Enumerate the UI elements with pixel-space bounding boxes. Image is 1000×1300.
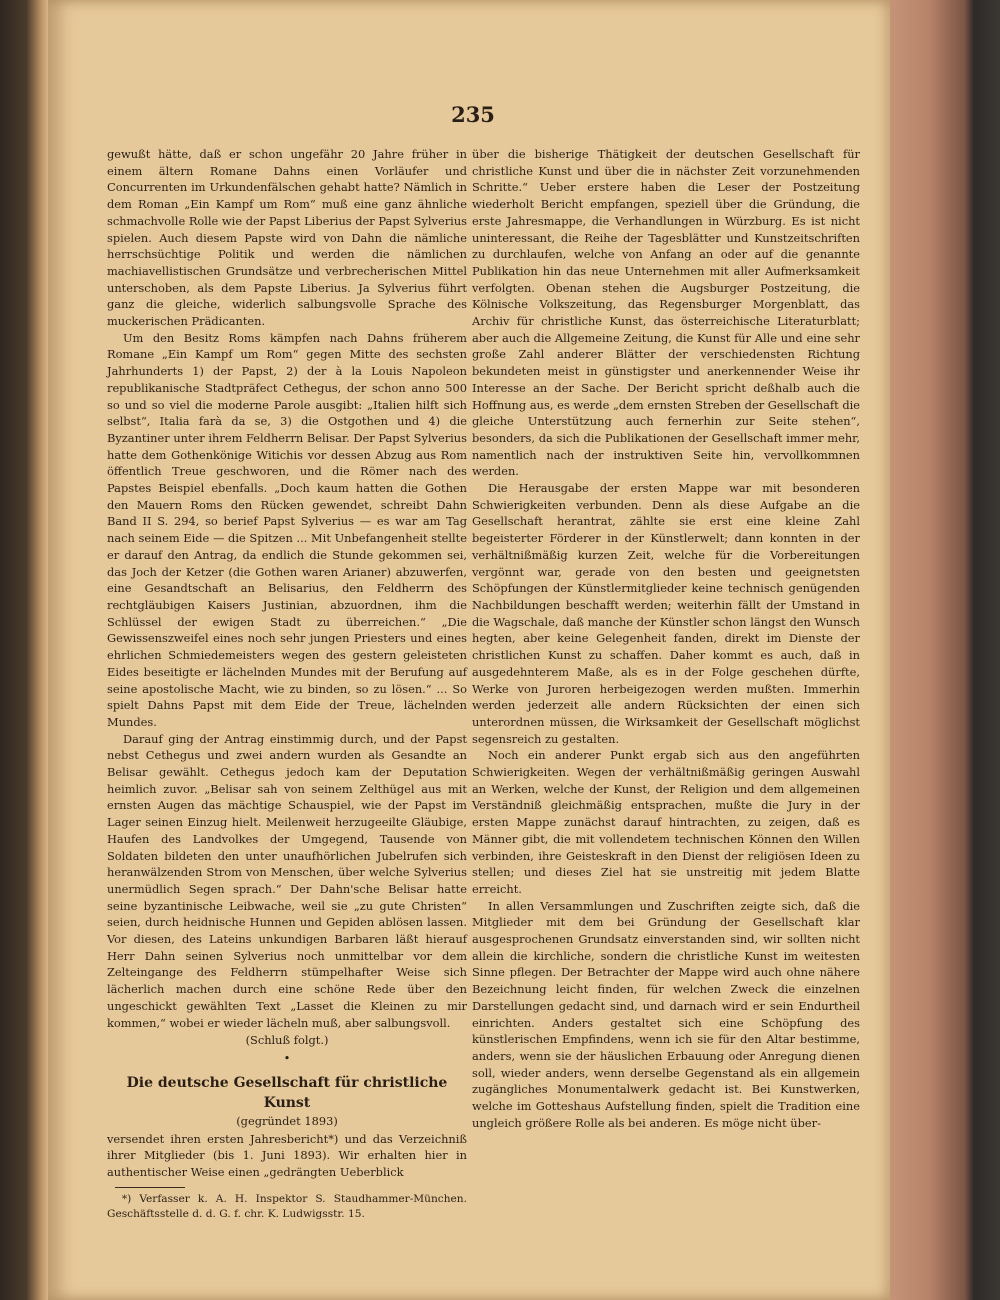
footnote: *) Verfasser k. A. H. Inspektor S. Staudhammer-München. Geschäftsstelle d. d. G. f. chr. K. Ludwigsstr. 15. bbox=[107, 1192, 467, 1220]
section-paragraph: versendet ihren ersten Jahresbericht*) und das Verzeichniß ihrer Mitglieder (bis 1. Juni 1893). Wir erhalten hier in authentischer Weise einen „gedrängten Ueberblick bbox=[107, 1131, 467, 1180]
left-paragraph-1: gewußt hätte, daß er schon ungefähr 20 Jahre früher in einem ältern Romane Dahns einen Vorläufer und Concurrenten im Urkundenfälschen gehabt hatte? Nämlich in dem Roman „Ein Kampf um Rom“ muß eine ganz ähnliche schmachvolle Rolle wie der Papst Liberius der Papst Sylverius spielen. Auch diesem Papste wird von Dahn die nämliche herrschsüchtige Politik und werden die nämlichen machiavellistischen Grundsätze und verbrecherischen Mittel unterschoben, als dem Papste Liberius. Ja Sylverius führt ganz die gleiche, widerlich salbungsvolle Sprache des muckerischen Prädicanten. bbox=[107, 147, 467, 329]
divider-dot: • bbox=[283, 1050, 291, 1065]
to-be-continued-note: (Schluß folgt.) bbox=[245, 1033, 329, 1048]
right-paragraph-2: Die Herausgabe der ersten Mappe war mit besonderen Schwierigkeiten verbunden. Denn als diese Aufgabe an die Gesellschaft herantrat, zählte sie erst eine kleine Zahl begeisterter Förderer in der Künstlerwelt; dann konnten in der verhältnißmäßig kurzen Zeit, welche für die Vorbereitungen vergönnt war, gerade von den besten und geeignetsten Schöpfungen der Künstlermitglieder keine technisch genügenden Nachbildungen beschafft werden; weiterhin fällt der Umstand in die Wagschale, daß manche der Künstler schon längst den Wunsch hegten, aber keine Gelegenheit fanden, direkt im Dienste der christlichen Kunst zu schaffen. Daher kommt es auch, daß in ausgedehnterem Maße, als es in der Folge geschehen dürfte, Werke von Juroren herbeigezogen werden mußten. Immerhin werden jederzeit alle andern Rücksichten der einen sich unterordnen müssen, die Wirksamkeit der Gesellschaft möglichst segensreich zu gestalten. bbox=[472, 481, 860, 746]
book-binding-right bbox=[882, 0, 1000, 1300]
right-paragraph-4: In allen Versammlungen und Zuschriften zeigte sich, daß die Mitglieder mit dem bei Gründung der Gesellschaft klar ausgesprochenen Grundsatz einverstanden sind, wir sollten nicht allein die kirchliche, sondern die christliche Kunst im weitesten Sinne pflegen. Der Betrachter der Mappe wird auch ohne nähere Bezeichnung leicht finden, für welchen Zweck die einzelnen Darstellungen gedacht sind, und darnach wird er sein Endurtheil einrichten. Anders gestaltet sich eine Schöpfung des künstlerischen Empfindens, wenn ich sie für den Altar bestimme, anders, wenn sie der häuslichen Erbauung oder Anregung dienen soll, wieder anders, wenn derselbe Gegenstand als ein allgemein zugängliches Monumentalwerk gedacht ist. Bei Kunstwerken, welche im Gotteshaus Aufstellung finden, spielt die Tradition eine ungleich größere Rolle als bei anderen. Es möge nicht über- bbox=[472, 898, 860, 1130]
book-binding-left bbox=[0, 0, 48, 1300]
page-number: 235 bbox=[451, 102, 495, 127]
footnote-rule bbox=[115, 1187, 185, 1188]
section-founded-note: (gegründet 1893) bbox=[236, 1113, 338, 1128]
left-paragraph-2: Um den Besitz Roms kämpfen nach Dahns früherem Romane „Ein Kampf um Rom“ gegen Mitte des sechsten Jahrhunderts 1) der Papst, 2) der à la Louis Napoleon republikanische Stadtpräfect Cethegus, der schon anno 500 so und so viel die moderne Parole ausgibt: „Italien hilft sich selbst“, Italia farà da se, 3) die Ostgothen und 4) die Byzantiner unter ihrem Feldherrn Belisar. Der Papst Sylverius hatte dem Gothenkönige Witichis vor dessen Abzug aus Rom öffentlich Treue geschworen, und die Römer nach des Papstes Beispiel ebenfalls. „Doch kaum hatten die Gothen den Mauern Roms den Rücken gewendet, schreibt Dahn Band II S. 294, so berief Papst Sylverius — es war am Tag nach seinem Eide — die Spitzen ... Mit Unbefangenheit stellte er darauf den Antrag, da endlich die Stunde gekommen sei, das Joch der Ketzer (die Gothen waren Arianer) abzuwerfen, eine Gesandtschaft an Belisarius, den Feldherrn des rechtgläubigen Kaisers Justinian, abzuordnen, ihm die Schlüssel der ewigen Stadt zu überreichen.“ „Die Gewissenszweifel eines noch sehr jungen Priesters und eines ehrlichen Schmiedemeisters wegen des gestern geleisteten Eides beseitigte er lächelnden Mundes mit der Berufung auf seine apostolische Macht, wie zu binden, so zu lösen.“ ... So spielt Dahns Papst mit dem Eide der Treue, lächelnden Mundes. bbox=[107, 330, 467, 729]
right-column bbox=[472, 146, 860, 1131]
right-paragraph-1: über die bisherige Thätigkeit der deutschen Gesellschaft für christliche Kunst und über die in nächster Zeit vorzunehmenden Schritte.“ Ueber erstere haben die Leser der Postzeitung wiederholt Bericht empfangen, speziell über die Gründung, die erste Jahresmappe, die Verhandlungen in Würzburg. Es ist nicht uninteressant, die Reihe der Tagesblätter und Kunstzeitschriften zu durchlaufen, welche von Anfang an oder auf die genannte Publikation hin das neue Unternehmen mit aller Aufmerksamkeit verfolgten. Obenan stehen die Augsburger Postzeitung, die Kölnische Volkszeitung, das Regensburger Morgenblatt, das Archiv für christliche Kunst, das österreichische Literaturblatt; aber auch die Allgemeine Zeitung, die Kunst für Alle und eine sehr große Zahl anderer Blätter der verschiedensten Richtung bekundeten meist in günstigster und anerkennender Weise ihr Interesse an der Sache. Der Bericht spricht deßhalb auch die Hoffnung aus, es werde „dem ernsten Streben der Gesellschaft die gleiche Unterstützung auch fernerhin zur Seite stehen“, besonders, da sich die Publikationen der Gesellschaft immer mehr, namentlich nach der instruktiven Seite hin, vervollkommnen werden. bbox=[472, 147, 860, 479]
section-heading: Die deutsche Gesellschaft für christliche Kunst bbox=[126, 1074, 448, 1111]
book-page bbox=[48, 0, 890, 1300]
left-paragraph-3: Darauf ging der Antrag einstimmig durch, und der Papst nebst Cethegus und zwei andern wurden als Gesandte an Belisar gewählt. Cethegus jedoch kam der Deputation heimlich zuvor. „Belisar sah von seinem Zelthügel aus mit ernsten Augen das mächtige Schauspiel, wie der Papst im Lager seinen Einzug hielt. Meilenweit herzugeeilte Gläubige, Haufen des Landvolkes der Umgegend, Tausende von Soldaten bildeten den unter unaufhörlichen Jubelrufen sich heranwälzenden Strom von Menschen, über welche Sylverius unermüdlich Segen sprach.“ Der Dahn'sche Belisar hatte seine byzantinische Leibwache, weil sie „zu gute Christen“ seien, durch heidnische Hunnen und Gepiden ablösen lassen. Vor diesen, des Lateins unkundigen Barbaren läßt hierauf Herr Dahn seinen Sylverius noch unmittelbar vor dem Zelteingange des Feldherrn stümpelhafter Weise sich lächerlich machen durch eine schöne Rede über den ungeschickt gewählten Text „Lasset die Kleinen zu mir kommen,“ wobei er wieder lächeln muß, aber salbungsvoll. bbox=[107, 731, 467, 1030]
right-paragraph-3: Noch ein anderer Punkt ergab sich aus den angeführten Schwierigkeiten. Wegen der verhältnißmäßig geringen Auswahl an Werken, welche der Kunst, der Religion und dem allgemeinen Verständniß gleichmäßig entsprachen, mußte die Jury in der ersten Mappe zunächst darauf hintrachten, zu zeigen, daß es Männer gibt, die mit vollendetem technischen Können den Willen verbinden, ihre Geisteskraft in den Dienst der religiösen Ideen zu stellen; und dieses Ziel hat sie unstreitig mit jedem Blatte erreicht. bbox=[472, 748, 860, 896]
left-column bbox=[107, 146, 467, 1222]
